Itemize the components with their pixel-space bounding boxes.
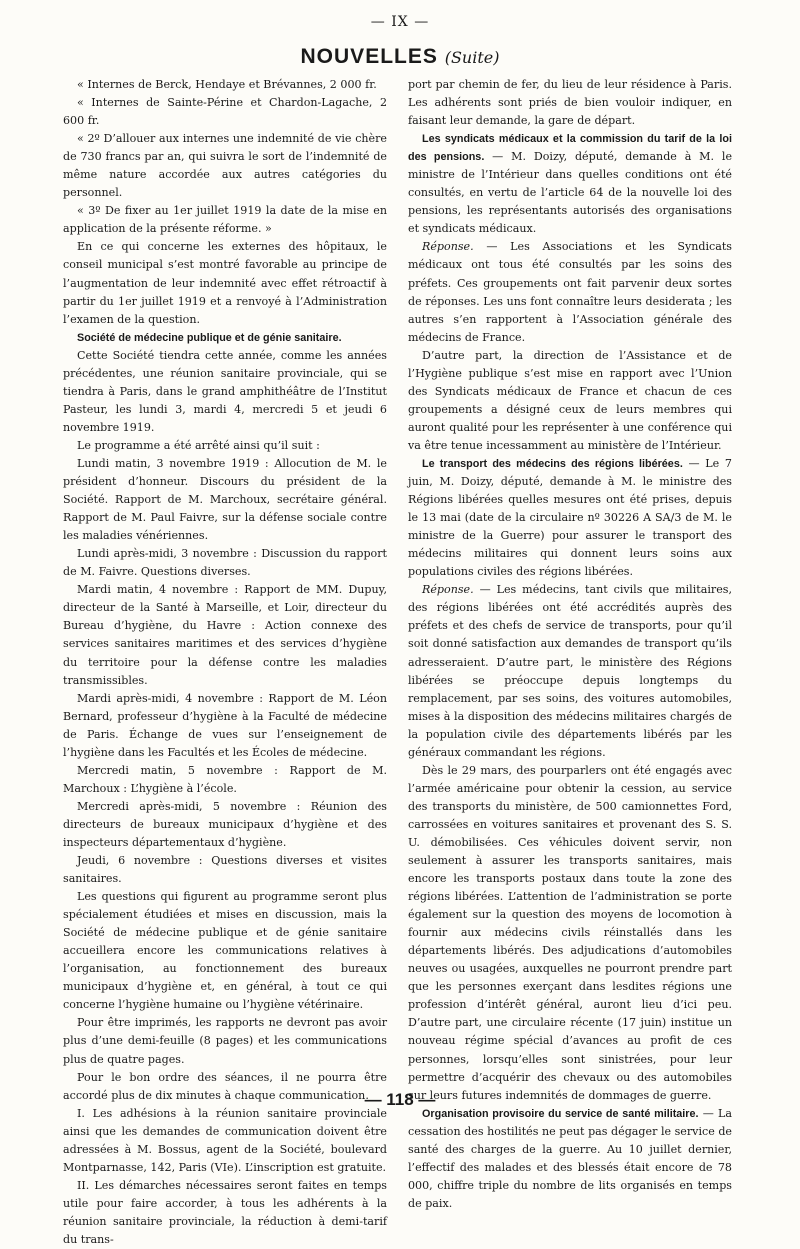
- paragraph: Les questions qui figurent au programme seront plus spécialement étudiées et mises en discussion, mais la Société de médecine publique et de génie sanitaire accueillera encore les communications relatives à l’organisation, au fonctionnement des bureaux municipaux d’hygiène et, en général, à tout ce qui concerne l’hygiène humaine ou l’hygiène vétérinaire.: [63, 890, 387, 1012]
- section-heading: [63, 329, 387, 347]
- paragraph: [408, 238, 732, 346]
- paragraph: « 2º D’allouer aux internes une indemnité de vie chère de 730 francs par an, qui suivra le sort de l’indemnité de même nature accordée aux autres catégories du personnel.: [63, 132, 387, 200]
- paragraph: Mardi après-midi, 4 novembre : Rapport de M. Léon Bernard, professeur d’hygiène à la Faculté de médecine de Paris. Échange de vues sur l’enseignement de l’hygiène dans les Facultés et les Écoles de médecine.: [63, 691, 387, 759]
- paragraph: Pour être imprimés, les rapports ne devront pas avoir plus d’une demi-feuille (8 pages) et les communications plus de quatre pages.: [63, 1016, 387, 1066]
- paragraph: [408, 581, 732, 761]
- paragraph: II. Les démarches nécessaires seront faites en temps utile pour faire accorder, à tous les adhérents à la réunion sanitaire provinciale, la réduction à demi-tarif du trans-: [63, 1178, 387, 1246]
- service-sante-heading: Organisation provisoire du service de santé militaire.: [422, 1107, 699, 1120]
- reponse-label: Réponse.: [422, 240, 474, 254]
- reponse-label: Réponse.: [422, 583, 474, 597]
- paragraph: En ce qui concerne les externes des hôpitaux, le conseil municipal s’est montré favorable au principe de l’augmentation de leur indemnité avec effet rétroactif à partir du 1er juillet 1919 et a renvoyé à l’Administration l’examen de la question.: [63, 240, 387, 326]
- paragraph: « 3º De fixer au 1er juillet 1919 la date de la mise en application de la présente réforme. »: [63, 204, 387, 236]
- paragraph: port par chemin de fer, du lieu de leur résidence à Paris. Les adhérents sont priés de bien vouloir indiquer, en faisant leur demande, la gare de départ.: [408, 78, 732, 128]
- paragraph: Cette Société tiendra cette année, comme les années précédentes, une réunion sanitaire provinciale, qui se tiendra à Paris, dans le grand amphithéâtre de l’Institut Pasteur, les lundi 3, mardi 4, mercredi 5 et jeudi 6 novembre 1919.: [63, 348, 387, 434]
- title-text: NOUVELLES: [300, 45, 438, 68]
- syndicats-heading: Les syndicats médicaux et la commission du tarif de la loi des pensions.: [408, 133, 732, 164]
- paragraph-text: — M. Doizy, député, demande à M. le ministre de l’Intérieur dans quelles conditions ont été consultés, en vertu de l’article 64 de la nouvelle loi des pensions, les représentants autorisés des organisations et syndicats médicaux.: [408, 150, 733, 236]
- paragraph: Mardi matin, 4 novembre : Rapport de MM. Dupuy, directeur de la Santé à Marseille, et Loir, directeur du Bureau d’hygiène, du Havre : Action connexe des services sanitaires maritimes et des services d’hygiène du territoire pour la défense contre les maladies transmissibles.: [63, 583, 387, 687]
- paragraph: Mercredi après-midi, 5 novembre : Réunion des directeurs de bureaux municipaux d’hygiène et des inspecteurs départementaux d’hygiène.: [63, 799, 387, 849]
- paragraph-text: — Le 7 juin, M. Doizy, député, demande à M. le ministre des Régions libérées quelles mesures ont été prises, depuis le 13 mai (date de la circulaire nº 30226 A SA/3 de M. le ministre de la Guerre) pour assurer le transport des médecins militaires qui donnent leurs soins aux populations civiles des régions libérées.: [408, 456, 732, 579]
- paragraph: [408, 1105, 732, 1213]
- section-title: [0, 45, 800, 69]
- paragraph-text: — La cessation des hostilités ne peut pas dégager le service de santé des charges de la guerre. Au 10 juillet dernier, l’effectif des malades et des blessés était encore de 78 000, chiffre triple du nombre de lits organisés en temps de paix.: [408, 1106, 732, 1210]
- transport-heading: Le transport des médecins des régions libérées.: [422, 457, 683, 470]
- paragraph: Jeudi, 6 novembre : Questions diverses et visites sanitaires.: [63, 854, 387, 886]
- paragraph: [408, 455, 732, 581]
- paragraph: Mercredi matin, 5 novembre : Rapport de M. Marchoux : L’hygiène à l’école.: [63, 763, 387, 795]
- paragraph: Lundi matin, 3 novembre 1919 : Allocution de M. le président d’honneur. Discours du président de la Société. Rapport de M. Marchoux, secrétaire général. Rapport de M. Paul Faivre, sur la défense sociale contre les maladies vénériennes.: [63, 456, 387, 543]
- paragraph: D’autre part, la direction de l’Assistance et de l’Hygiène publique s’est mise en rapport avec l’Union des Syndicats médicaux de France et chacun de ces groupements a désigné ceux de leurs membres qui auront qualité pour les représenter à une conférence qui va être tenue incessamment au ministère de l’Intérieur.: [408, 348, 732, 452]
- paragraph: Pour le bon ordre des séances, il ne pourra être accordé plus de dix minutes à chaque communication.: [63, 1070, 387, 1102]
- paragraph: [408, 130, 732, 238]
- societe-heading: Société de médecine publique et de génie sanitaire.: [77, 331, 342, 344]
- title-suffix: (Suite): [444, 48, 500, 67]
- paragraph: I. Les adhésions à la réunion sanitaire provinciale ainsi que les demandes de communication doivent être adressées à M. Bossus, agent de la Société, boulevard Montparnasse, 142, Paris (VIe). L’inscription est gratuite.: [63, 1106, 387, 1174]
- paragraph: Dès le 29 mars, des pourparlers ont été engagés avec l’armée américaine pour obtenir la cession, au service des transports du ministère, de 500 camionnettes Ford, carrossées en voitures sanitaires et provenant des S. S. U. démobilisées. Ces véhicules doivent servir, non seulement à assurer les transports sanitaires, mais encore les transports postaux dans toute la zone des régions libérées. L’attention de l’administration se porte également sur la question des moyens de locomotion à fournir aux médecins civils réinstallés dans les départements libérés. Des adjudications d’automobiles neuves ou usagées, auxquelles ne pourront prendre part que les personnes exerçant dans lesdites régions une profession d’intérêt général, auront lieu d’ici peu. D’autre part, une circulaire récente (17 juin) institue un nouveau régime spécial d’avances au profit de ces personnes, lorsqu’elles sont sinistrées, pour leur permettre d’acquérir des chevaux ou des automobiles sur leurs futures indemnités de dommages de guerre.: [408, 763, 732, 1102]
- paragraph: « Internes de Sainte-Périne et Chardon-Lagache, 2 600 fr.: [63, 96, 387, 128]
- page-number: — 118 —: [364, 1090, 436, 1109]
- left-column: [63, 76, 387, 1246]
- paragraph-text: — Les médecins, tant civils que militaires, des régions libérées ont été accrédités auprès des préfets et des chefs de service de transports, pour qu’il soit donné satisfaction aux demandes de transport qu’ils adresseraient. D’autre part, le ministère des Régions libérées se préoccupe depuis longtemps du remplacement, par ses soins, des voitures automobiles, mises à la disposition des médecins militaires chargés de la population civile des départements libérés par les généraux commandant les régions.: [408, 583, 732, 759]
- paragraph: Lundi après-midi, 3 novembre : Discussion du rapport de M. Faivre. Questions diverses.: [63, 547, 387, 579]
- roman-page-number: — IX —: [370, 14, 430, 30]
- paragraph: Le programme a été arrêté ainsi qu’il suit :: [77, 438, 320, 452]
- paragraph: « Internes de Berck, Hendaye et Brévannes, 2 000 fr.: [77, 78, 377, 91]
- paragraph-text: — Les Associations et les Syndicats médicaux ont tous été consultés par les soins des préfets. Ces groupements ont fait parvenir deux sortes de réponses. Les uns font connaître leurs desiderata ; les autres s’en rapportent à l’Association générale des médecins de France.: [408, 240, 732, 344]
- right-column: [408, 76, 733, 1210]
